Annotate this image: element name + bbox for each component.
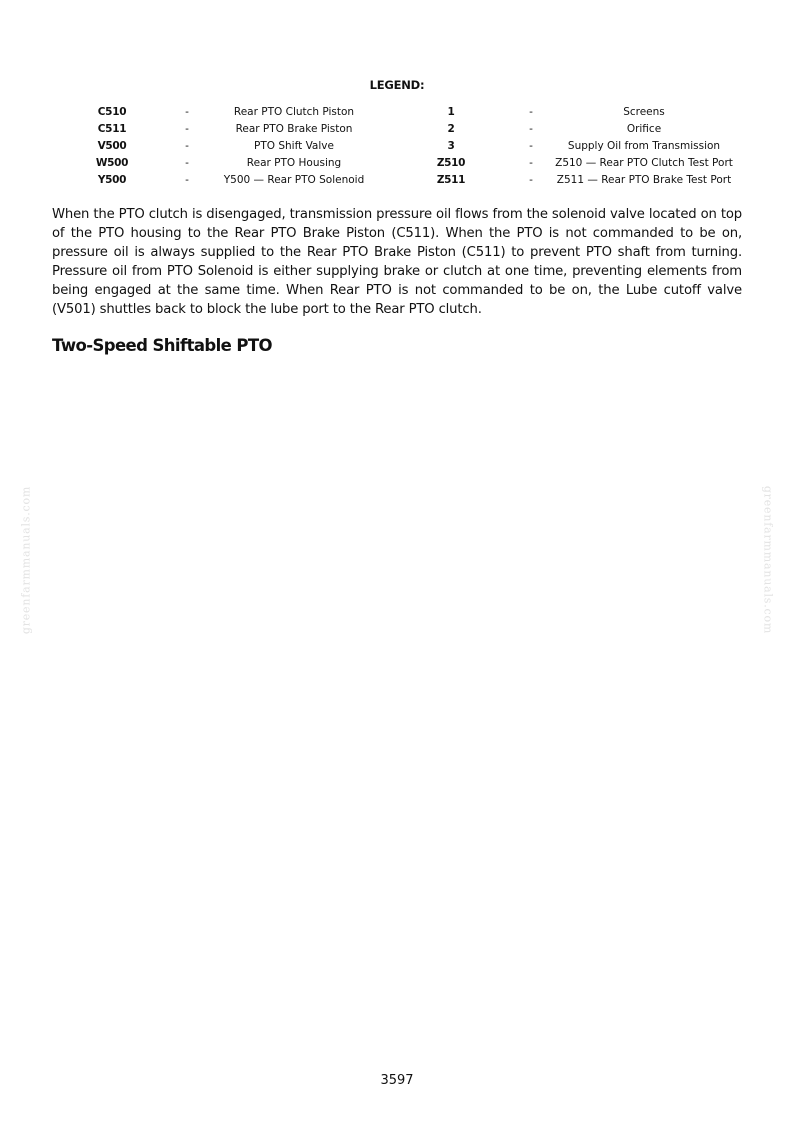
legend-code: Z511	[436, 174, 466, 186]
legend-description: Z510 — Rear PTO Clutch Test Port	[555, 157, 733, 169]
legend-row	[52, 172, 742, 189]
legend-code: V500	[97, 140, 127, 152]
legend-code: 2	[447, 123, 455, 135]
legend-dash: -	[185, 123, 189, 135]
legend-description: Supply Oil from Transmission	[567, 140, 721, 152]
legend-description: Rear PTO Brake Piston	[235, 123, 353, 135]
legend-description: Orifice	[626, 123, 662, 135]
legend-code: Z510	[436, 157, 466, 169]
section-heading: Two-Speed Shiftable PTO	[52, 336, 272, 355]
legend-dash: -	[529, 106, 533, 118]
legend-dash: -	[529, 174, 533, 186]
legend-title: LEGEND:	[369, 78, 425, 92]
watermark-right: greenfarmmanuals.com	[761, 485, 775, 635]
legend-row	[52, 155, 742, 172]
legend-dash: -	[185, 174, 189, 186]
legend-description: Z511 — Rear PTO Brake Test Port	[556, 174, 732, 186]
legend-description: Y500 — Rear PTO Solenoid	[223, 174, 365, 186]
legend-code: C510	[97, 106, 127, 118]
legend-code: Y500	[97, 174, 127, 186]
legend-dash: -	[529, 123, 533, 135]
legend-code: 1	[447, 106, 455, 118]
legend-table	[52, 104, 742, 189]
legend-row	[52, 121, 742, 138]
legend-code: W500	[95, 157, 129, 169]
page-number: 3597	[380, 1073, 414, 1088]
legend-code: 3	[447, 140, 455, 152]
body-paragraph: When the PTO clutch is disengaged, transmission pressure oil flows from the solenoid valve located on top of the PTO housing to the Rear PTO Brake Piston (C511). When the PTO is not commanded to be on, pressure oil is always supplied to the Rear PTO Brake Piston (C511) to prevent PTO shaft from turning. Pressure oil from PTO Solenoid is either supplying brake or clutch at one time, preventing elements from being engaged at the same time. When Rear PTO is not commanded to be on, the Lube cutoff valve (V501) shuttles back to block the lube port to the Rear PTO clutch.	[52, 207, 742, 317]
legend-description: Rear PTO Housing	[246, 157, 342, 169]
watermark-left: greenfarmmanuals.com	[19, 485, 33, 635]
legend-dash: -	[185, 106, 189, 118]
legend-dash: -	[185, 140, 189, 152]
legend-description: Screens	[623, 106, 665, 118]
legend-dash: -	[529, 140, 533, 152]
legend-description: Rear PTO Clutch Piston	[233, 106, 355, 118]
legend-description: PTO Shift Valve	[254, 140, 334, 152]
legend-row	[52, 104, 742, 121]
legend-row	[52, 138, 742, 155]
legend-dash: -	[185, 157, 189, 169]
legend-code: C511	[97, 123, 127, 135]
legend-dash: -	[529, 157, 533, 169]
